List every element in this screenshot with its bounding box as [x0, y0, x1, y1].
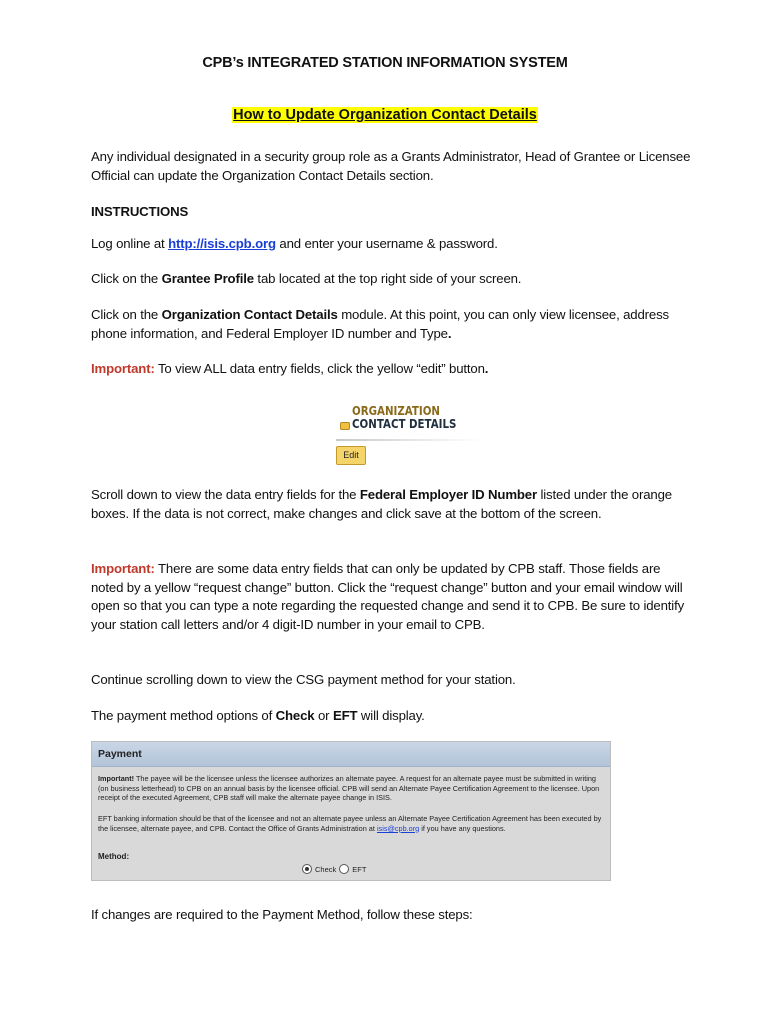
changes-paragraph: If changes are required to the Payment Method, follow these steps: — [91, 907, 473, 922]
eft-radio[interactable] — [339, 864, 349, 874]
edit-button[interactable]: Edit — [336, 446, 366, 465]
document-title: CPB’s INTEGRATED STATION INFORMATION SYSTEM — [202, 55, 568, 71]
check-term: Check — [275, 708, 315, 723]
ocd-line1: ORGANIZATION — [352, 403, 441, 418]
scroll-text: Scroll down to view the data entry fields for the — [91, 487, 360, 502]
important-label-2: Important: — [91, 561, 155, 576]
divider — [336, 439, 482, 441]
step2-text-end: tab located at the top right side of your screen. — [253, 271, 522, 286]
payment-important-text — [98, 774, 604, 803]
step-login-text-end: and enter your username & password. — [275, 236, 498, 251]
intro-paragraph: Any individual designated in a security group role as a Grants Administrator, Head of Grantee or Licensee Official can update the Organization Contact Details section. — [91, 149, 691, 183]
important-label: Important: — [91, 361, 155, 376]
options-text: The payment method options of — [91, 708, 276, 723]
collapse-icon[interactable] — [340, 422, 350, 430]
document-subtitle — [0, 106, 770, 124]
payment-important-label: Important! — [98, 774, 135, 783]
org-contact-heading — [352, 404, 456, 430]
options-paragraph — [91, 707, 691, 726]
step2-text: Click on the — [91, 271, 162, 286]
payment-eft-body: EFT banking information should be that of the licensee and not an alternate payee unless an Alternate Payee Certification Agreement has been executed by the licensee, alternate payee, and CPB. Contact the Office of Grants Administration at — [98, 814, 602, 833]
ocd-line2: CONTACT DETAILS — [352, 416, 457, 431]
step-login — [91, 235, 691, 254]
grantee-profile-term: Grantee Profile — [161, 271, 254, 286]
options-or: or — [314, 708, 333, 723]
payment-eft-end: if you have any questions. — [419, 823, 506, 833]
org-contact-term: Organization Contact Details — [161, 307, 338, 322]
instructions-heading: INSTRUCTIONS — [91, 204, 189, 219]
important1-period: . — [484, 361, 489, 376]
eft-radio-label: EFT — [352, 864, 367, 874]
isis-link[interactable]: http://isis.cpb.org — [168, 236, 276, 251]
step-org-contact — [91, 306, 691, 343]
payment-method-options — [302, 864, 366, 874]
step3-period: . — [447, 325, 452, 341]
options-text-end: will display. — [357, 708, 425, 723]
scroll-paragraph — [91, 486, 691, 523]
scroll-text-end: listed under the orange boxes. If the data is not correct, make changes and click save at the bottom of the screen. — [91, 487, 672, 521]
payment-panel-image — [91, 741, 611, 881]
continue-paragraph: Continue scrolling down to view the CSG payment method for your station. — [91, 672, 516, 687]
step-grantee-profile — [91, 270, 691, 289]
payment-eft-text — [98, 814, 604, 833]
payment-method-label: Method: — [98, 852, 130, 861]
important-note-2 — [91, 560, 691, 634]
payment-panel-title: Payment — [92, 742, 610, 767]
fein-term: Federal Employer ID Number — [359, 487, 537, 502]
subtitle-highlight: How to Update Organization Contact Details — [233, 107, 537, 123]
org-contact-details-image — [336, 404, 482, 466]
step3-text-body: module. At this point, you can only view licensee, address phone information, and Federal Employer ID number and Type — [91, 307, 669, 341]
isis-email-link[interactable]: isis@cpb.org — [376, 823, 420, 833]
check-radio-label: Check — [315, 864, 337, 874]
payment-important-body: The payee will be the licensee unless the licensee authorizes an alternate payee. A request for an alternate payee must be submitted in writing (on business letterhead) to CPB on an annual basis by the licensee official. CPB will send an Alternate Payee Certification Agreement to the licensee. Upon receipt of the executed Agreement, CPB staff will make the alternate payee change in ISIS. — [98, 774, 600, 803]
check-radio[interactable] — [302, 864, 312, 874]
step3-text: Click on the — [91, 307, 162, 322]
important1-text: To view ALL data entry fields, click the yellow “edit” button — [154, 361, 485, 376]
important-note-1 — [91, 360, 691, 379]
important2-text: There are some data entry fields that can only be updated by CPB staff. Those fields are noted by a yellow “request change” button. Click the “request change” button and your email window will open so that you can type a note regarding the requested change and send it to CPB. Be sure to identify your station call letters and/or 4 digit-ID number in your email to CPB. — [91, 561, 685, 632]
step-login-text: Log online at — [91, 236, 169, 251]
eft-term: EFT — [332, 708, 358, 723]
